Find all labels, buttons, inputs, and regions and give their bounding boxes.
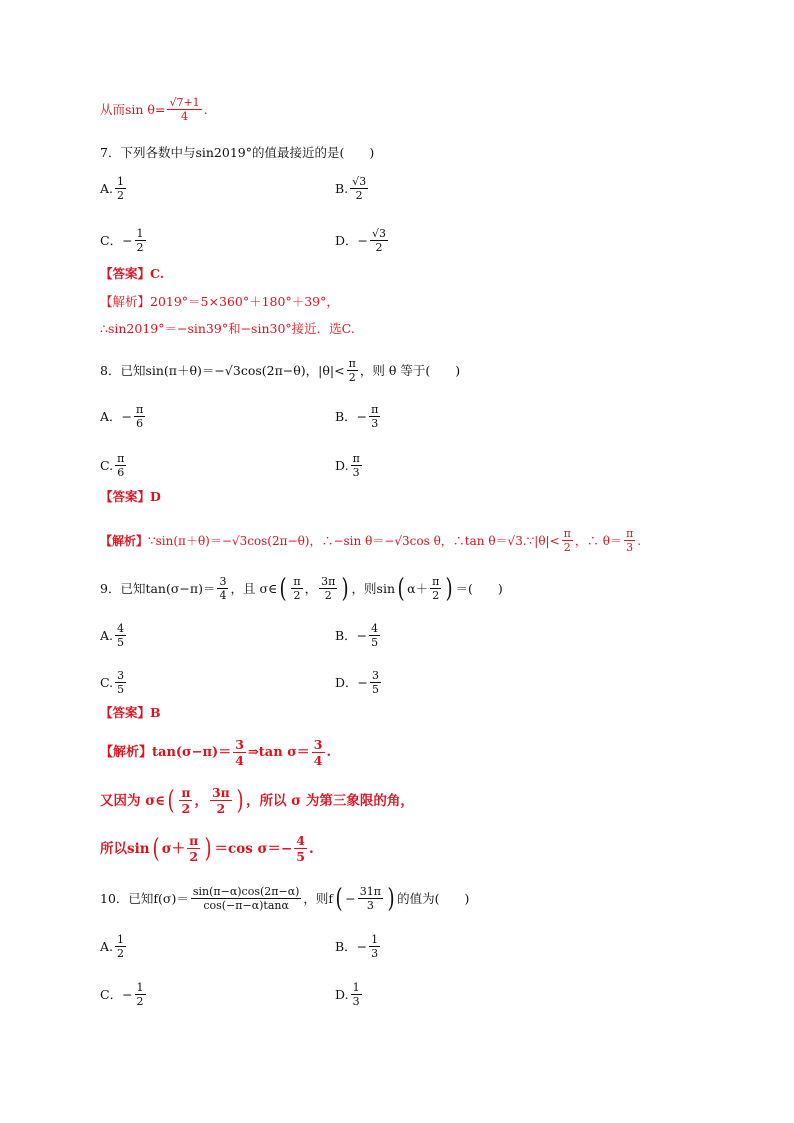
q8-stem: 8．已知sin(π＋θ)＝− √3 cos(2π−θ)，|θ|< $\frac{\pi}{2}$ ，则 θ 等于( ) [100, 357, 461, 384]
q8-option-c[interactable]: C. $\frac{\pi}{6}$ [100, 452, 125, 479]
q10-option-b[interactable]: B．− $\frac{1}{3}$ [335, 933, 379, 960]
q7-option-b[interactable]: B. $\frac{√3}{2}$ [335, 175, 367, 202]
q7-option-c[interactable]: C．− $\frac{1}{2}$ [100, 227, 144, 254]
q7-stem: 7．下列各数中与sin2019°的值最接近的是( ) [100, 145, 375, 160]
q9-option-b[interactable]: B．− $\frac{4}{5}$ [335, 622, 379, 649]
q9-analysis-2: 又因为 σ∈ ( $\frac{\pi}{2}$ ， $\frac{3\pi}{2}$ ) ，所以 σ 为第三象限的角， [100, 785, 414, 816]
q10-option-d[interactable]: D. $\frac{1}{3}$ [335, 981, 360, 1008]
sqrt-sign: √ [169, 96, 177, 109]
q7-analysis-2: ∴sin2019°＝−sin39°和−sin30°接近．选C. [100, 321, 355, 336]
q9-option-d[interactable]: D．− $\frac{3}{5}$ [335, 669, 379, 696]
q9-analysis-1: 【解析】 tan(σ−π)＝ $\frac{3}{4}$ ⇒tan σ＝ $\frac{3}{4}$ . [100, 737, 332, 768]
q9-stem: 9．已知tan(σ−π)＝ $\frac{3}{4}$ ，且 σ∈ ( $\frac{\pi}{2}$ ， $\frac{3\pi}{2}$ ) ，则sin ( α＋ $\frac{\pi}{2}$ ) ＝( ) [100, 573, 503, 604]
q9-analysis-3: 所以 sin ( σ＋ $\frac{\pi}{2}$ ) ＝cos σ＝− $\frac{4}{5}$ . [100, 833, 314, 864]
q8-option-b[interactable]: B．− $\frac{\pi}{3}$ [335, 403, 379, 430]
q10-option-c[interactable]: C．− $\frac{1}{2}$ [100, 981, 144, 1008]
q7-option-a[interactable]: A. $\frac{1}{2}$ [100, 175, 125, 202]
q9-option-c[interactable]: C. $\frac{3}{5}$ [100, 669, 125, 696]
q8-option-a[interactable]: A．− $\frac{\pi}{6}$ [100, 403, 144, 430]
q10-stem: 10．已知f(σ)＝ $\frac{\sin(\pi-\alpha)\cos(2\pi-\alpha)}{\cos(-\pi-\alpha)\tan\alpha}$ ，则f ( − $\frac{31\pi}{3}$ ) 的值为( ) [100, 883, 470, 914]
q9-option-a[interactable]: A. $\frac{4}{5}$ [100, 622, 125, 649]
top-fraction: $\frac{√7+1}{4}$ [169, 96, 200, 123]
q9-answer: 【答案】B [100, 705, 161, 720]
q8-answer: 【答案】D [100, 489, 161, 504]
q7-answer: 【答案】C. [100, 266, 165, 281]
q8-analysis: 【解析】 ∵sin(π＋θ)＝− √3 cos(2π−θ)，∴−sin θ＝− √3 cos θ，∴tan θ＝ √3 .∵|θ|< $\frac{\pi}{2}$ ，∴ θ＝ $\frac{\pi}{3}$ . [100, 527, 642, 554]
q8-option-d[interactable]: D. $\frac{\pi}{3}$ [335, 452, 360, 479]
q7-analysis-1: 【解析】2019°＝5×360°＋180°＋39°， [100, 294, 339, 309]
q7-option-d[interactable]: D．− $\frac{√3}{2}$ [335, 227, 387, 254]
q10-option-a[interactable]: A. $\frac{1}{2}$ [100, 933, 125, 960]
top-line: 从而sin θ= $\frac{√7+1}{4}$ . [100, 96, 208, 123]
top-prefix: 从而sin θ= [100, 101, 166, 117]
